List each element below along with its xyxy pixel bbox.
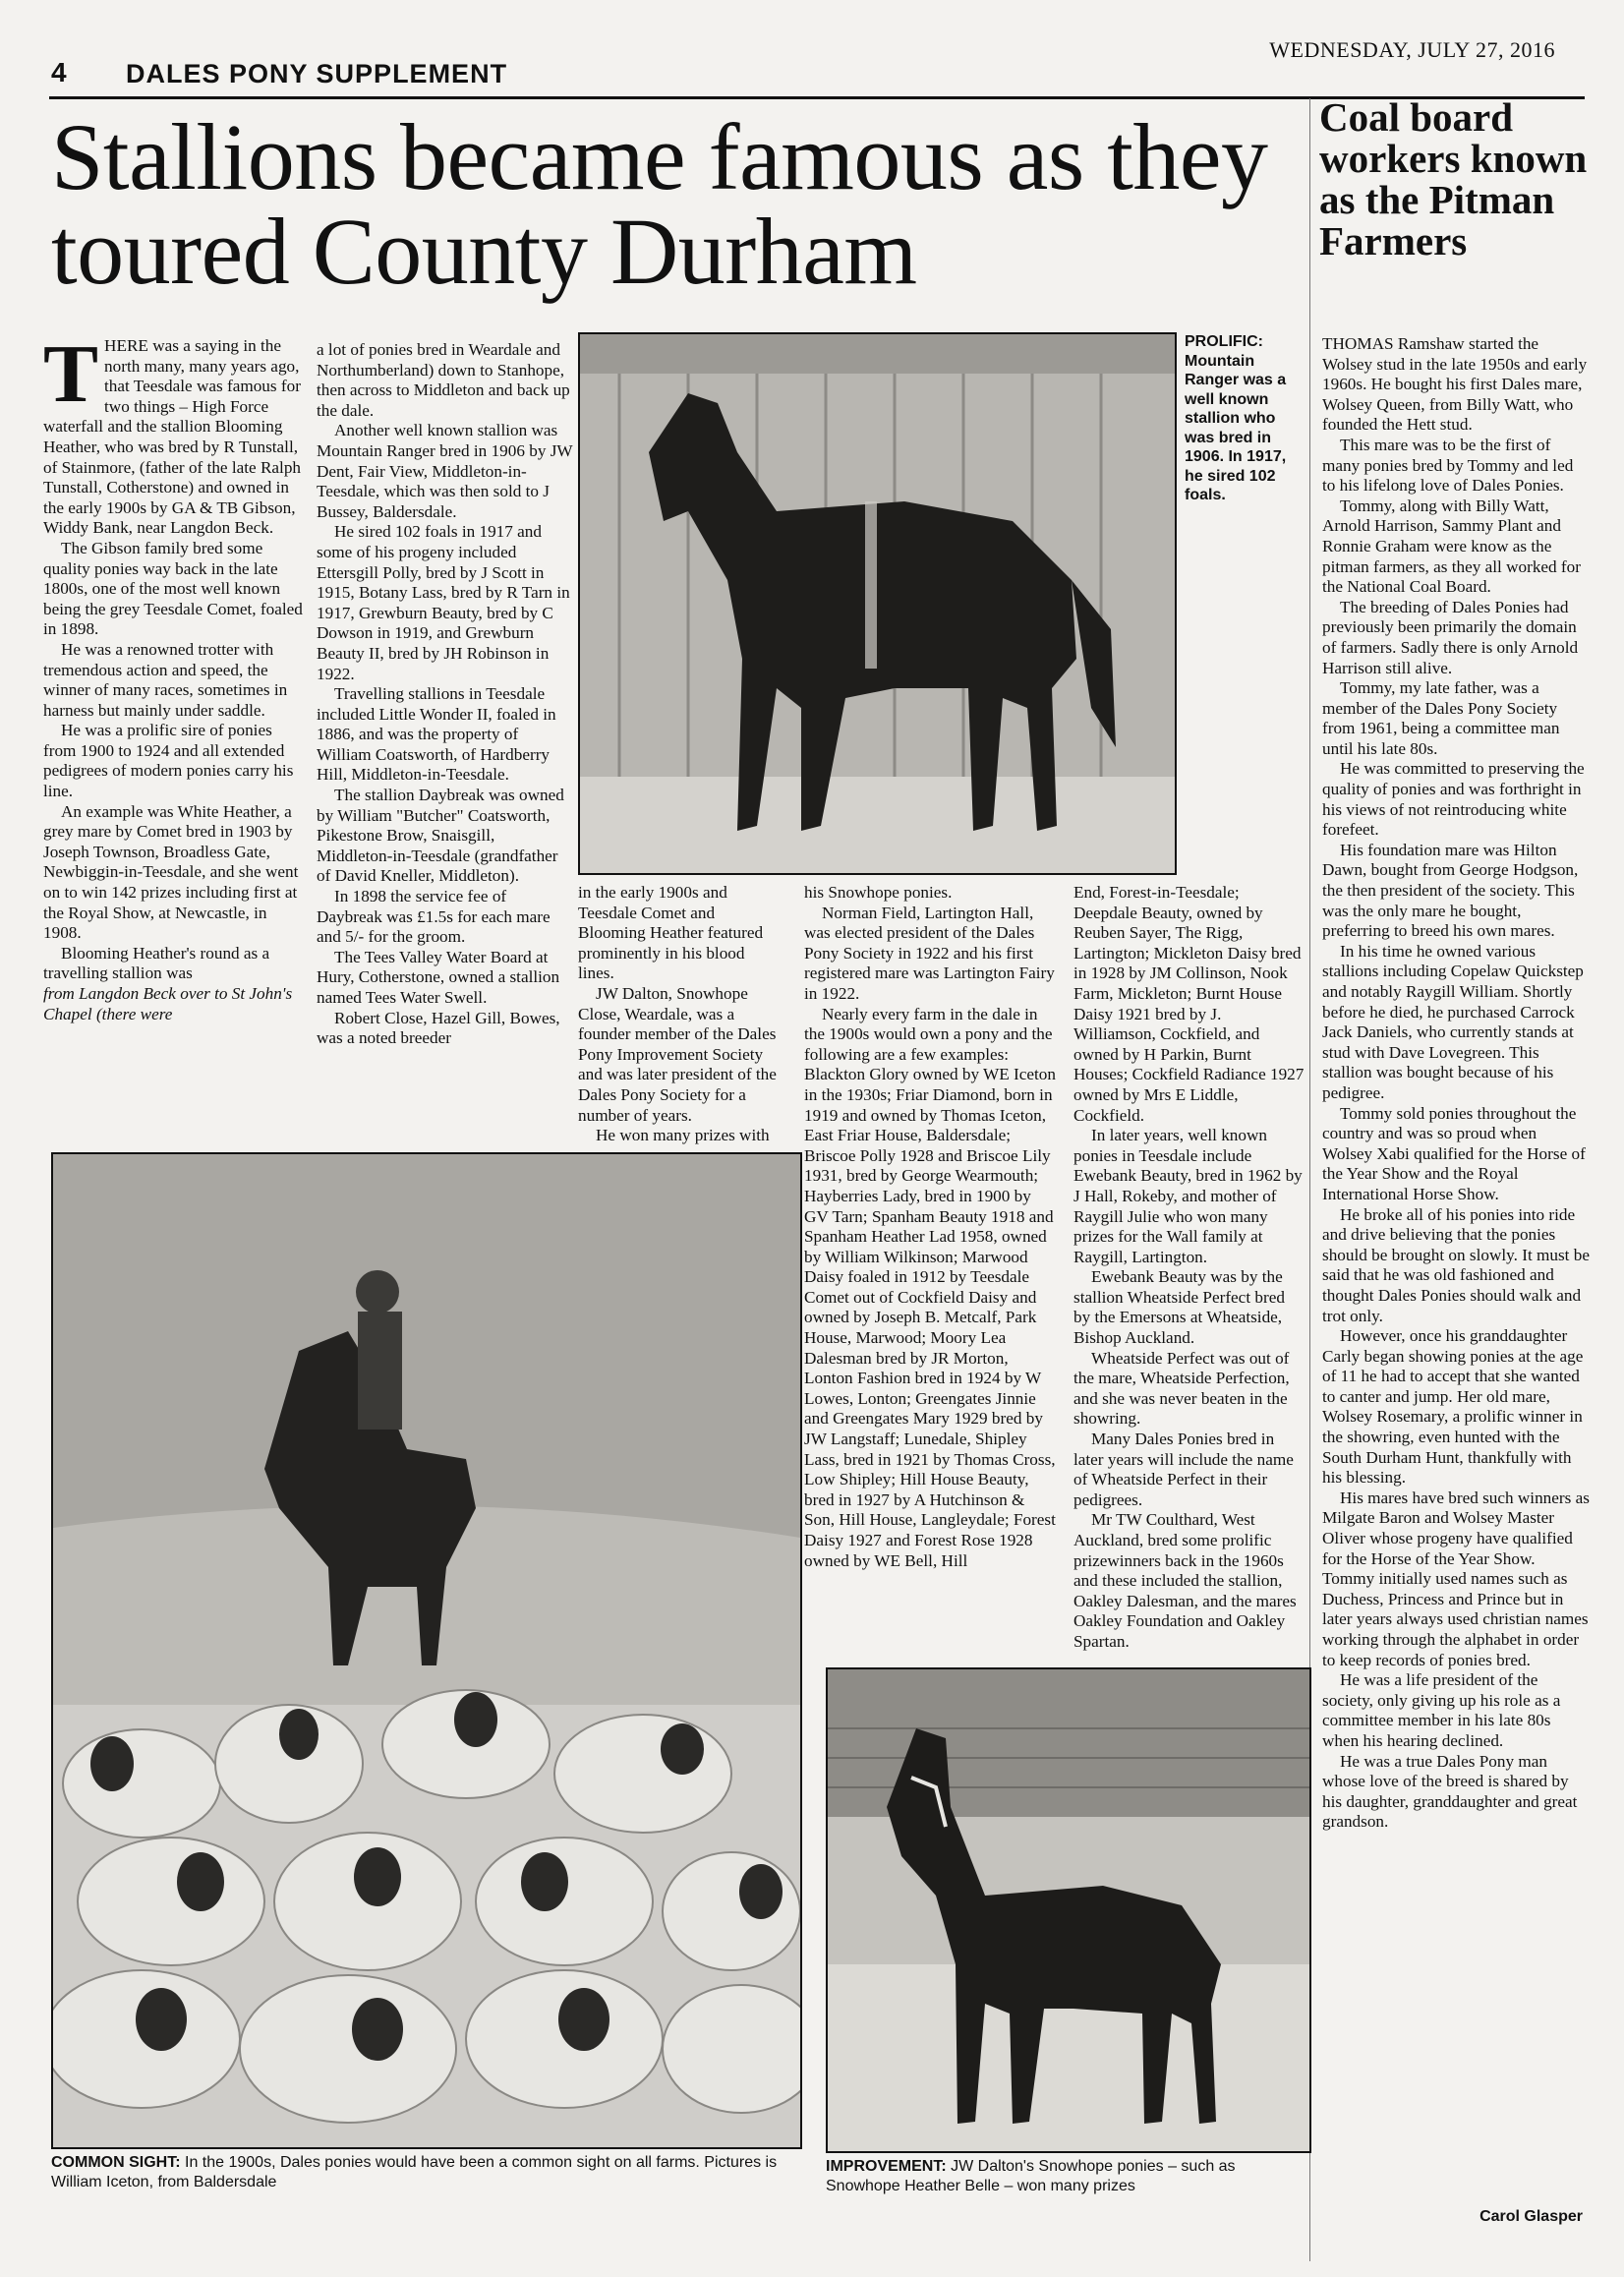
article-paragraph: End, Forest-in-Teesdale; Deepdale Beauty, owned by Reuben Sayer, The Rigg, Lartington; Mickleton Daisy bred in 1928 by JM Collinson, Nook Farm, Mickleton; Burnt House Daisy 1921 bred by J. Williamson, Cockfield, and owned by H Parkin, Burnt Houses; Cockfield Radiance 1927 owned by Mrs E Liddle, Cockfield. [1073, 883, 1305, 1125]
sidebar-paragraph: His mares have bred such winners as Milgate Baron and Wolsey Master Oliver whose progeny have qualified for the Horse of the Year Show. Tommy initially used names such as Duchess, Princess and Prince but in later years always used christian names working through the alphabet in order to keep records of ponies bred. [1322, 1488, 1590, 1669]
rider-photo-graphic [53, 1154, 800, 2147]
article-paragraph: In later years, well known ponies in Teesdale include Ewebank Beauty, bred in 1962 by J Hall, Rokeby, and mother of Raygill Julie who won many prizes for the Wall family at Raygill, Lartington. [1073, 1126, 1303, 1266]
sidebar-paragraph: He was committed to preserving the quality of ponies and was forthright in his views of not reintroducing white forefeet. [1322, 759, 1585, 840]
sidebar-paragraph: In his time he owned various stallions including Copelaw Quickstep and notably Raygill William. Shortly before he died, he purchased Carrock Jack Daniels, who currently stands at stud with Dave Lovegreen. This stallion was bought because of his pedigree. [1322, 941, 1584, 1102]
article-paragraph: In 1898 the service fee of Daybreak was £1.5s for each mare and 5/- for the groom. [317, 887, 551, 947]
mountain-ranger-photo [578, 332, 1177, 875]
article-column-3 [578, 883, 784, 1146]
article-paragraph: Ewebank Beauty was by the stallion Wheatside Perfect bred by the Emersons at Wheatside, Bishop Auckland. [1073, 1267, 1285, 1348]
article-paragraph: Another well known stallion was Mountain Ranger bred in 1906 by JW Dent, Fair View, Middleton-in-Teesdale, which was then sold to J Bussey, Baldersdale. [317, 421, 573, 521]
article-paragraph: Mr TW Coulthard, West Auckland, bred some prolific prizewinners back in the 1960s and these included the stallion, Oakley Dalesman, and the mares Oakley Foundation and Oakley Spartan. [1073, 1510, 1297, 1651]
article-paragraph: He was a renowned trotter with tremendous action and speed, the winner of many races, sometimes in harness but mainly under saddle. [43, 639, 288, 720]
sidebar-paragraph: He broke all of his ponies into ride and drive believing that the ponies should be brought on slowly. It must be said that he was old fashioned and thought Dales Ponies should walk and trot only. [1322, 1204, 1590, 1325]
article-paragraph: He sired 102 foals in 1917 and some of his progeny included Ettersgill Polly, bred by J Scott in 1915, Botany Lass, bred by R Tarn in 1917, Grewburn Beauty, bred by C Dowson in 1919, and Grewburn Beauty II, bred by JH Robinson in 1922. [317, 522, 570, 683]
article-paragraph: Wheatside Perfect was out of the mare, Wheatside Perfection, and she was never beaten in the showring. [1073, 1348, 1290, 1429]
issue-date: WEDNESDAY, JULY 27, 2016 [1269, 37, 1555, 62]
sidebar-paragraph: Tommy, my late father, was a member of the Dales Pony Society from 1961, being a committee man until his late 80s. [1322, 678, 1560, 758]
sidebar-paragraph: This mare was to be the first of many ponies bred by Tommy and led to his lifelong love of Dales Ponies. [1322, 435, 1574, 496]
article-paragraph: Nearly every farm in the dale in the 1900s would own a pony and the following are a few examples: Blackton Glory owned by WE Iceton in the 1930s; Friar Diamond, born in 1919 and owned by Thomas Iceton, East Friar House, Baldersdale; Briscoe Polly 1928 and Briscoe Lily 1931, bred by George Wearmouth; Hayberries Lady, bred in 1900 by GV Tarn; Spanham Beauty 1918 and Spanham Heather Lad 1958, owned by William Wilkinson; Marwood Daisy foaled in 1912 by Teesdale Comet out of Cockfield Daisy and owned by Joseph B. Metcalf, Park House, Marwood; Moory Lea Dalesman bred by JR Morton, Lonton Fashion bred in 1924 by W Lowes, Lonton; Greengates Jinnie and Greengates Mary 1929 bred by JW Langstaff; Lunedale, Shipley Lass, bred in 1921 by Thomas Cross, Low Shipley; Hill House Beauty, bred in 1927 by A Hutchinson & Son, Hill House, Langleydale; Forest Daisy 1927 and Forest Rose 1928 owned by WE Bell, Hill [804, 1004, 1056, 1570]
article-paragraph: Norman Field, Lartington Hall, was elected president of the Dales Pony Society in 1922 and his first registered mare was Lartington Fairy in 1922. [804, 903, 1055, 1003]
article-column-4 [804, 883, 1058, 1571]
rider-with-sheep-photo [51, 1152, 802, 2149]
article-paragraph: a lot of ponies bred in Weardale and Northumberland) down to Stanhope, then across to Middleton and back up the dale. [317, 340, 570, 420]
sidebar-paragraph: He was a true Dales Pony man whose love of the breed is shared by his daughter, granddaughter and great grandson. [1322, 1751, 1578, 1832]
article-paragraph: The Tees Valley Water Board at Hury, Cotherstone, owned a stallion named Tees Water Swell. [317, 947, 560, 1007]
pony-photo-graphic [828, 1669, 1309, 2151]
byline: Carol Glasper [1479, 2208, 1583, 2225]
sidebar-paragraph: THOMAS Ramshaw started the Wolsey stud in the late 1950s and early 1960s. He bought his first Dales mare, Wolsey Queen, from Billy Watt, who founded the Hett stud. [1322, 334, 1588, 435]
sidebar-paragraph: However, once his granddaughter Carly began showing ponies at the age of 11 he had to accept that she wanted to canter and jump. Her old mare, Wolsey Rosemary, a prolific winner in the showring, even hunted with the South Durham Hunt, thankfully with his blessing. [1322, 1326, 1584, 1488]
sidebar-paragraph: His foundation mare was Hilton Dawn, bought from George Hodgson, the then president of the society. This was the only mare he bought, preferring to breed his own mares. [1322, 840, 1579, 941]
photo-caption-common-sight: COMMON SIGHT: In the 1900s, Dales ponies would have been a common sight on all farms. Pictures is William Iceton, from Baldersdale [51, 2154, 778, 2190]
page-number: 4 [51, 57, 67, 88]
article-paragraph: Robert Close, Hazel Gill, Bowes, was a noted breeder [317, 1008, 560, 1048]
article-paragraph: Blooming Heather's round as a travelling stallion was [43, 943, 270, 983]
article-paragraph: He was a prolific sire of ponies from 1900 to 1924 and all extended pedigrees of modern ponies carry his line. [43, 721, 294, 801]
snowhope-pony-photo [826, 1667, 1311, 2153]
article-paragraph: in the early 1900s and Teesdale Comet and Blooming Heather featured prominently in his blood lines. [578, 883, 764, 983]
article-paragraph: JW Dalton, Snowhope Close, Weardale, was a founder member of the Dales Pony Improvement Society and was later president of the Dales Pony Society for a number of years. [578, 983, 777, 1125]
article-paragraph: The stallion Daybreak was owned by William "Butcher" Coatsworth, Pikestone Brow, Snaisgill, Middleton-in-Teesdale (grandfather of David Kneller, Middleton). [317, 786, 564, 886]
article-paragraph: from Langdon Beck over to St John's Chapel (there were [43, 984, 293, 1023]
article-column-2 [317, 340, 574, 1049]
article-column-1 [43, 328, 309, 1024]
photo-caption-improvement: IMPROVEMENT: JW Dalton's Snowhope ponies – such as Snowhope Heather Belle – won many prizes [826, 2158, 1236, 2194]
drop-cap: T [43, 328, 99, 420]
sidebar-paragraph: The breeding of Dales Ponies had previously been primarily the domain of farmers. Sadly there is only Arnold Harrison still alive. [1322, 597, 1579, 677]
article-paragraph: his Snowhope ponies. [804, 883, 953, 902]
article-paragraph: He won many prizes with [596, 1126, 770, 1145]
article-paragraph: The Gibson family bred some quality ponies way back in the late 1800s, one of the most well known being the grey Teesdale Comet, foaled in 1898. [43, 538, 303, 639]
horse-photo-graphic [580, 334, 1175, 873]
article-paragraph: Travelling stallions in Teesdale included Little Wonder II, foaled in 1886, and was the property of William Coatsworth, of Hardberry Hill, Middleton-in-Teesdale. [317, 684, 556, 785]
article-paragraph: Many Dales Ponies bred in later years will include the name of Wheatside Perfect in their pedigrees. [1073, 1430, 1294, 1509]
article-paragraph: THERE was a saying in the north many, many years ago, that Teesdale was famous for two things – High Force waterfall and the stallion Blooming Heather, who was bred by R Tunstall, of Stainmore, (father of the late Ralph Tunstall, Cotherstone) and owned in the early 1900s by GA & TB Gibson, Widdy Bank, near Langdon Beck. [43, 328, 302, 538]
sidebar-paragraph: He was a life president of the society, only giving up his role as a committee member in his late 80s when his hearing declined. [1322, 1670, 1561, 1750]
sidebar-article [1322, 334, 1590, 1833]
article-paragraph: An example was White Heather, a grey mare by Comet bred in 1903 by Joseph Townson, Broadless Gate, Newbiggin-in-Teesdale, and she went on to win 142 prizes including first at the Royal Show, at Newcastle, in 1908. [43, 801, 299, 943]
article-column-5 [1073, 883, 1305, 1653]
main-headline: Stallions became famous as they toured County Durham [51, 104, 1268, 304]
photo-caption-prolific: PROLIFIC: Mountain Ranger was a well known stallion who was bred in 1906. In 1917, he sired 102 foals. [1185, 333, 1287, 503]
sidebar-paragraph: Tommy sold ponies throughout the country and was so proud when Wolsey Xabi qualified for the Horse of the Year Show and the Royal International Horse Show. [1322, 1103, 1586, 1203]
sidebar-paragraph: Tommy, along with Billy Watt, Arnold Harrison, Sammy Plant and Ronnie Graham were know as the pitman farmers, as they all worked for the National Coal Board. [1322, 496, 1581, 597]
section-title: DALES PONY SUPPLEMENT [126, 59, 508, 88]
sidebar-headline: Coal board workers known as the Pitman Farmers [1319, 94, 1588, 263]
